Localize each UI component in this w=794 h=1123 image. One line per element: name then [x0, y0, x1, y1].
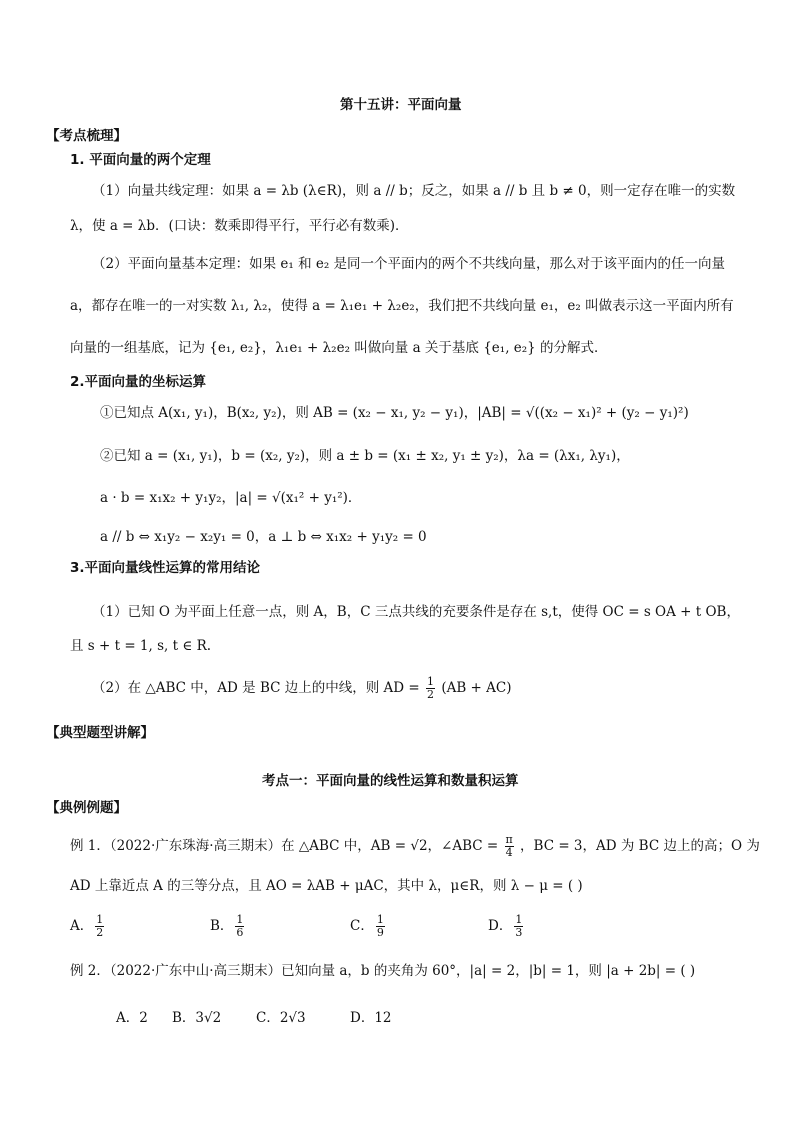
kaodian-1-title: 考点一：平面向量的线性运算和数量积运算	[262, 773, 519, 789]
s1-p2-line2: a，都存在唯一的一对实数 λ₁, λ₂，使得 a = λ₁e₁ + λ₂e₂，我们把不共线向量 e₁，e₂ 叫做表示这一平面内所有	[70, 298, 734, 314]
section-dianxing: 【典型题型讲解】	[46, 725, 154, 741]
s3-p1-line2: 且 s + t = 1, s, t ∈ R.	[70, 638, 212, 654]
section-dianli: 【典例例题】	[46, 800, 127, 816]
s1-p2-line1: （2）平面向量基本定理：如果 e₁ 和 e₂ 是同一个平面内的两个不共线向量，那么对于该平面内的任一向量	[92, 256, 726, 272]
ex1-line2: AD 上靠近点 A 的三等分点，且 AO = λAB + μAC，其中 λ，μ∈R，则 λ − μ = ( )	[70, 878, 583, 894]
ex1-option-a[interactable]: A． $\frac{1}{2}$	[70, 913, 104, 939]
ex1-option-d[interactable]: D． $\frac{1}{3}$	[488, 913, 523, 939]
s3-p2-post: (AB + AC)	[441, 680, 512, 696]
pi-over-4-fraction: $\frac{\pi}{4}$	[505, 833, 513, 859]
ex2-line1: 例 2．（2022·广东中山·高三期末）已知向量 a，b 的夹角为 60°，|a| = 2，|b| = 1，则 |a + 2b| = ( )	[70, 963, 696, 979]
ex2-option-c[interactable]: C．2√3	[256, 1010, 306, 1026]
ex1-line1	[70, 834, 760, 859]
ex1-option-c[interactable]: C． $\frac{1}{9}$	[350, 913, 384, 939]
s1-p1-line2: λ，使 a = λb．(口诀：数乘即得平行，平行必有数乘)．	[70, 218, 409, 234]
s1-p1-line1: （1）向量共线定理：如果 a = λb (λ∈R)，则 a // b；反之，如果 a // b 且 b ≠ 0，则一定存在唯一的实数	[92, 183, 736, 199]
ex2-option-a[interactable]: A．2	[116, 1010, 148, 1026]
ex1-line1-pre: 例 1．（2022·广东珠海·高三期末）在 △ABC 中，AB = √2，∠ABC =	[70, 838, 499, 854]
ex1-option-b[interactable]: B． $\frac{1}{6}$	[210, 913, 244, 939]
section-kaodian: 【考点梳理】	[46, 128, 127, 144]
ex2-option-b[interactable]: B．3√2	[172, 1010, 222, 1026]
s3-p2-pre: （2）在 △ABC 中，AD 是 BC 边上的中线，则 AD =	[92, 680, 420, 696]
s1-heading: 1. 平面向量的两个定理	[70, 152, 211, 168]
s3-p2	[92, 676, 512, 701]
s2-line4: a // b ⇔ x₁y₂ − x₂y₁ = 0，a ⊥ b ⇔ x₁x₂ + y₁y₂ = 0	[100, 529, 427, 545]
s2-line1: ①已知点 A(x₁, y₁)，B(x₂, y₂)，则 AB = (x₂ − x₁, y₂ − y₁)，|AB| = √((x₂ − x₁)² + (y₂ − y₁)²)	[100, 405, 689, 421]
half-fraction: $\frac{1}{2}$	[427, 675, 435, 701]
s1-p2-line3: 向量的一组基底，记为 {e₁, e₂}，λ₁e₁ + λ₂e₂ 叫做向量 a 关于基底 {e₁, e₂} 的分解式．	[70, 340, 608, 356]
s2-line2: ②已知 a = (x₁, y₁)，b = (x₂, y₂)，则 a ± b = (x₁ ± x₂, y₁ ± y₂)，λa = (λx₁, λy₁)，	[100, 448, 630, 464]
s2-line3: a · b = x₁x₂ + y₁y₂，|a| = √(x₁² + y₁²)．	[100, 490, 362, 506]
s3-heading: 3.平面向量线性运算的常用结论	[70, 560, 261, 576]
ex1-line1-post: ，BC = 3，AD 为 BC 边上的高；O 为	[520, 838, 760, 854]
page-title: 第十五讲：平面向量	[340, 97, 462, 113]
s2-heading: 2.平面向量的坐标运算	[70, 374, 207, 390]
ex2-option-d[interactable]: D．12	[350, 1010, 392, 1026]
s3-p1-line1: （1）已知 O 为平面上任意一点，则 A，B，C 三点共线的充要条件是存在 s,t，使得 OC = s OA + t OB，	[92, 604, 740, 620]
